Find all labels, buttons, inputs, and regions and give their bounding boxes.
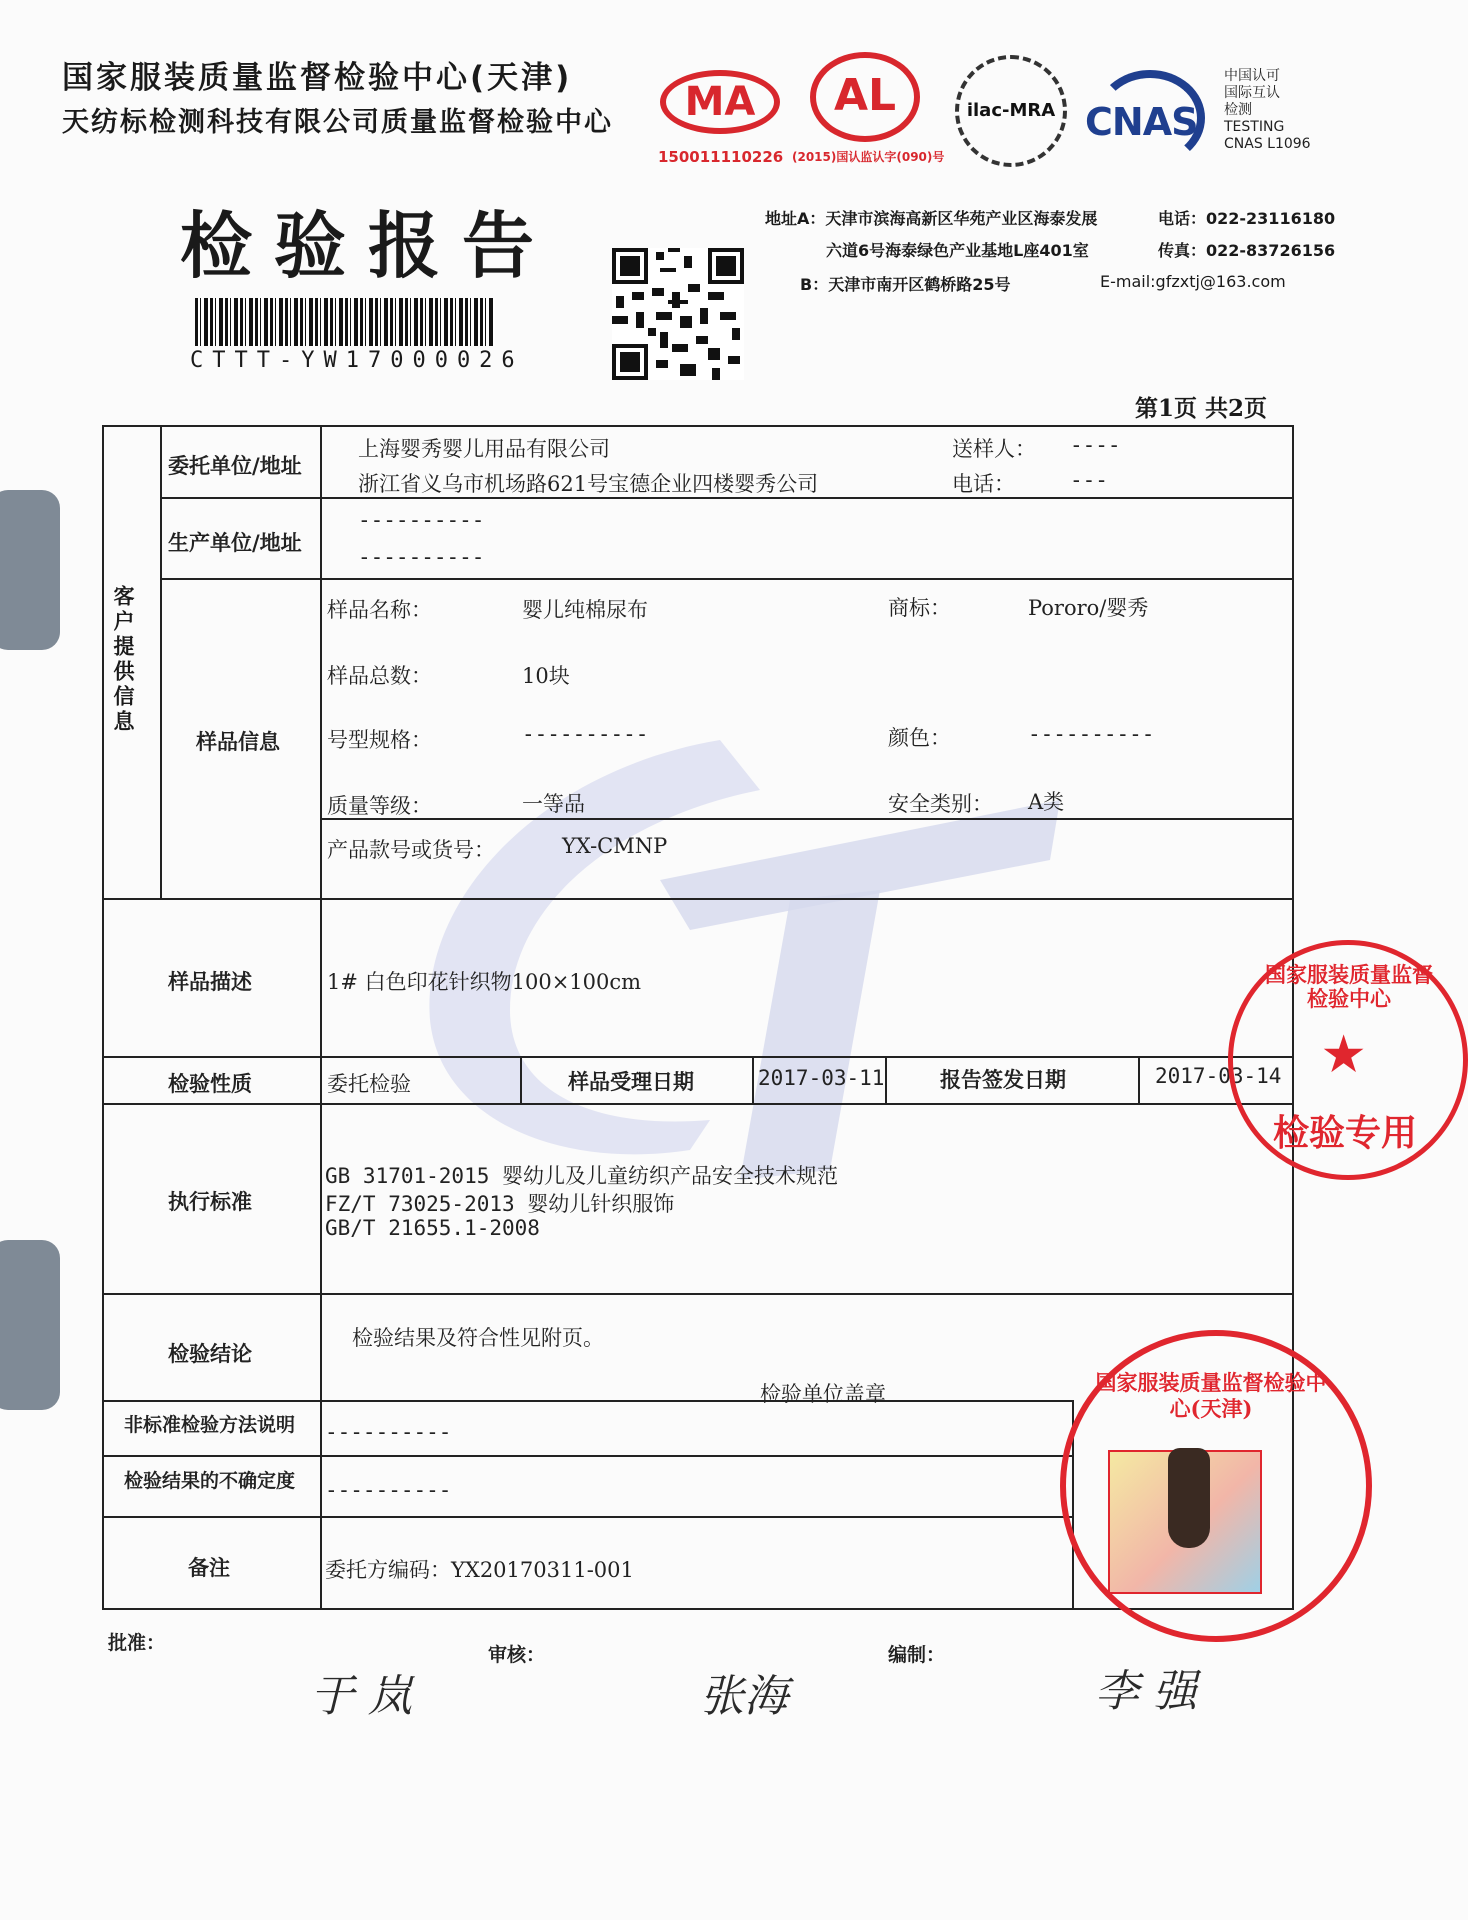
producer-label: 生产单位/地址 [168,530,302,555]
qr-code [612,248,744,380]
org-name-line1: 国家服装质量监督检验中心(天津) [62,60,573,96]
cal-logo [810,52,920,142]
received-date-label: 样品受理日期 [568,1069,694,1094]
client-phone-value: --- [1070,468,1108,492]
standard-line-2: FZ/T 73025-2013 婴幼儿针织服饰 [325,1192,675,1216]
cnas-note-4: TESTING [1224,119,1285,135]
sample-info-label: 样品信息 [196,729,280,754]
inspection-type-label: 检验性质 [168,1071,252,1096]
description-label: 样品描述 [168,969,252,994]
conclusion-value: 检验结果及符合性见附页。 [352,1326,604,1350]
standard-line-3: GB/T 21655.1-2008 [325,1216,540,1240]
sender-value: ---- [1070,433,1121,457]
ma-logo [660,70,780,134]
cal-code: (2015)国认监认字(090)号 [792,150,945,164]
received-date-value: 2017-03-11 [758,1066,885,1090]
section-client-info-label: 客户提供信息 [111,585,136,735]
item-no-value: YX-CMNP [562,834,668,858]
standard-line-1: GB 31701-2015 婴幼儿及儿童纺织产品安全技术规范 [325,1164,839,1188]
safety-label: 安全类别： [888,792,993,816]
uncertainty-value: ---------- [325,1478,452,1502]
seal1-bottom-text: 检验专用 [1273,1112,1418,1154]
ma-logo-text: MA [684,79,756,125]
seal1-text: 国家服装质量监督检验中心 [1265,962,1433,1011]
sample-count-label: 样品总数： [327,664,432,688]
compile-signature: 李 强 [1095,1666,1197,1717]
cnas-logo-text: CNAS [1085,100,1198,144]
color-value: ---------- [1028,722,1155,746]
address-b: B：天津市南开区鹤桥路25号 [800,275,1011,294]
cnas-note-1: 中国认可 [1224,68,1280,84]
ilac-mra-logo [955,55,1067,167]
brand-value: Pororo/婴秀 [1028,596,1149,620]
client-name: 上海婴秀婴儿用品有限公司 [358,437,610,461]
client-label: 委托单位/地址 [168,453,302,478]
model-value: ---------- [522,722,649,746]
producer-line2: ---------- [358,545,485,569]
color-label: 颜色： [888,726,951,750]
phone-number: 电话：022-23116180 [1158,209,1336,228]
brand-label: 商标： [888,596,951,620]
inspection-seal-right [1228,940,1468,1180]
uncertainty-label: 检验结果的不确定度 [124,1470,296,1492]
standards-label: 执行标准 [168,1189,252,1214]
cnas-notes [1224,68,1311,153]
item-no-label: 产品款号或货号： [327,838,495,862]
report-barcode [195,298,495,346]
stamp-ribbon-knot [1168,1448,1210,1548]
address-a-line2: 六道6号海泰绿色产业基地L座401室 [826,241,1089,260]
cnas-logo [1085,70,1215,166]
cnas-note-5: CNAS L1096 [1224,136,1311,152]
model-label: 号型规格： [327,728,432,752]
report-title: 检验报告 [180,203,557,288]
grade-value: 一等品 [522,792,585,816]
compile-label: 编制： [888,1644,946,1666]
grade-label: 质量等级： [327,794,432,818]
ilac-logo-text: ilac-MRA [966,100,1056,121]
approve-label: 批准： [108,1632,166,1654]
safety-value: A类 [1028,790,1065,814]
report-number: CTTT-YW17000026 [190,348,524,373]
client-address: 浙江省义乌市机场路621号宝德企业四楼婴秀公司 [358,472,819,496]
sender-label: 送样人： [952,437,1036,461]
review-label: 审核： [488,1644,546,1666]
nonstandard-method-label: 非标准检验方法说明 [124,1414,296,1436]
fax-number: 传真：022-83726156 [1158,241,1336,260]
nonstandard-method-value: ---------- [325,1420,452,1444]
client-phone-label: 电话： [952,472,1015,496]
review-signature: 张海 [700,1671,788,1722]
seal-label: 检验单位盖章 [760,1382,886,1406]
inspection-type-value: 委托检验 [327,1072,411,1096]
seal2-text: 国家服装质量监督检验中心(天津) [1095,1370,1327,1421]
seal1-star-icon: ★ [1323,1027,1365,1081]
description-value: 1# 白色印花针织物100×100cm [327,970,642,994]
ma-code: 150011110226 [658,148,784,166]
binder-clip-bottom [0,1240,60,1410]
producer-line1: ---------- [358,508,485,532]
remarks-label: 备注 [188,1555,230,1580]
sample-name-label: 样品名称： [327,598,432,622]
remarks-value: 委托方编码：YX20170311-001 [325,1558,634,1582]
address-a-line1: 地址A：天津市滨海高新区华苑产业区海泰发展 [765,209,1098,228]
issued-date-value: 2017-03-14 [1155,1064,1282,1088]
cnas-note-2: 国际互认 [1224,85,1280,101]
email-address: E-mail:gfzxtj@163.com [1100,272,1286,291]
org-name-line2: 天纺标检测科技有限公司质量监督检验中心 [62,107,613,138]
approve-signature: 于 岚 [310,1671,412,1722]
conclusion-label: 检验结论 [168,1341,252,1366]
issued-date-label: 报告签发日期 [940,1067,1066,1092]
page-number: 第1页 共2页 [1135,395,1268,422]
sample-name-value: 婴儿纯棉尿布 [522,598,648,622]
binder-clip-top [0,490,60,650]
cal-logo-text: AL [833,70,897,121]
cnas-note-3: 检测 [1224,102,1252,118]
sample-count-value: 10块 [522,664,570,688]
